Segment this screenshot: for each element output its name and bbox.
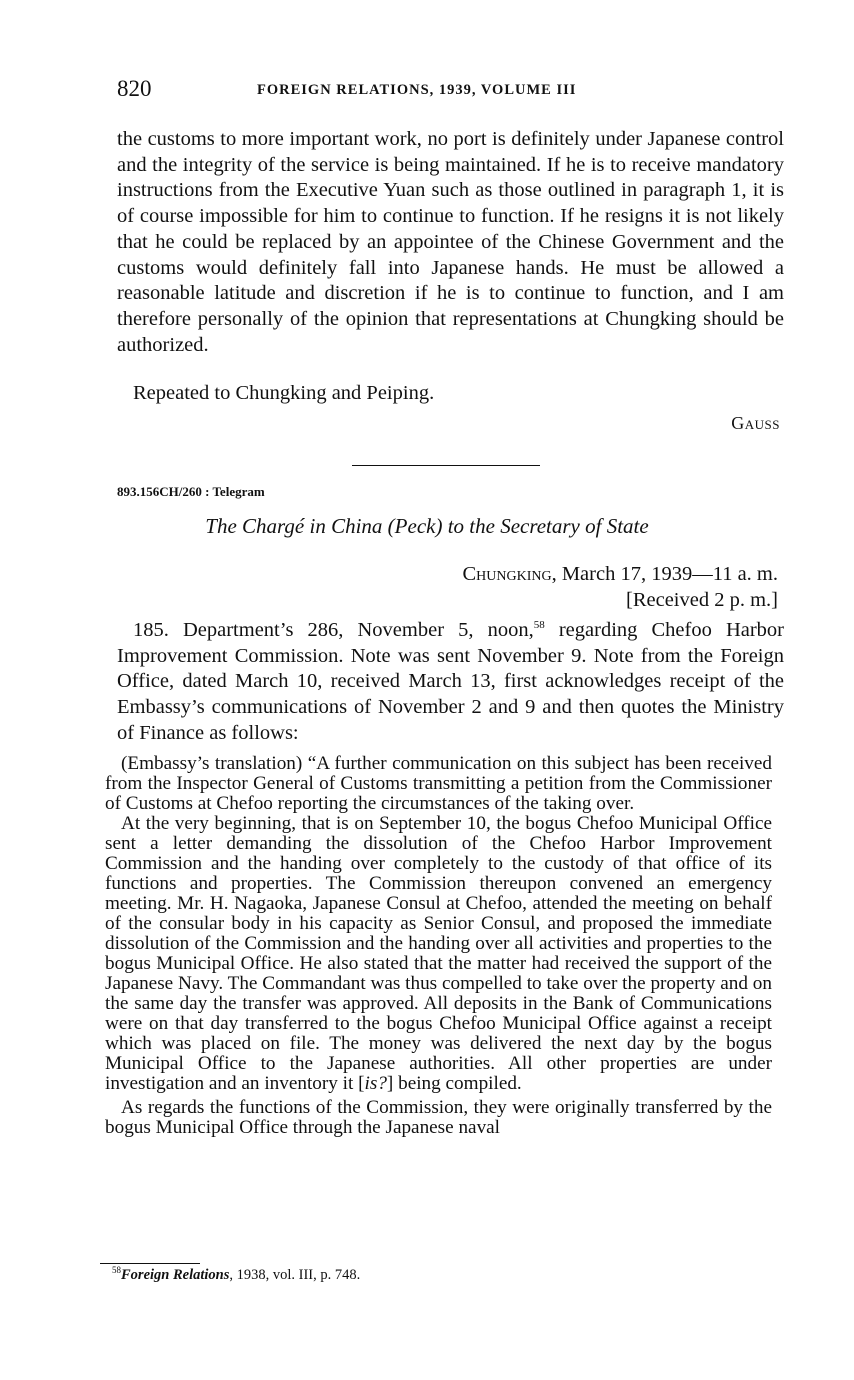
dateline-received: [Received 2 p. m.] [626,589,778,611]
sic-annotation: is? [364,1073,387,1094]
intro-text-a: 185. Department’s 286, November 5, noon, [133,619,534,641]
quote-paragraph-1: (Embassy’s translation) “A further communication on this subject has been received from the Inspector General of Customs transmitting a petition from the Commissioner of Customs at Chefoo reporting the circumstances of the taking over. [105,753,772,814]
dateline [462,561,778,613]
previous-document-body [117,127,784,358]
telegram-intro [117,618,784,747]
quote-2-text-b: ] being compiled. [386,1073,522,1094]
dateline-date: , March 17, 1939—11 a. m. [551,563,778,585]
quote-2-text-a: At the very beginning, that is on September 10, the bogus Chefoo Municipal Office sent a letter demanding the dissolution of the Chefoo Harbor Improvement Commission and the handing over completely to the custody of that office of its functions and properties. The Commission thereupon convened an emergency meeting. Mr. H. Nagaoka, Japanese Consul at Chefoo, attended the meeting on behalf of the consular body in his capacity as Senior Consul, and proposed the immediate dissolution of the Commission and the handing over all activities and properties to the bogus Municipal Office. He also stated that the matter had received the support of the Japanese Navy. The Commandant was thus compelled to take over the property and on the same day the transfer was approved. All deposits in the Bank of Communications were on that day transferred to the bogus Chefoo Municipal Office against a receipt which was placed on file. The money was delivered the next day by the bogus Municipal Office to the Japanese authorities. All other properties are under investigation and an inventory it [ [105,813,772,1094]
dateline-sent [462,561,778,587]
quoted-translation [105,754,772,1138]
running-head-title: FOREIGN RELATIONS, 1939, VOLUME III [257,82,577,98]
repeated-note: Repeated to Chungking and Peiping. [133,382,435,404]
footnote [112,1265,360,1284]
running-head [117,76,677,106]
dateline-place: Chungking [462,563,552,585]
page-number: 820 [117,76,152,101]
footnote-source: Foreign Relations [121,1266,230,1283]
quote-paragraph-2 [105,814,772,1094]
file-reference: 893.156CH/260 : Telegram [117,484,265,499]
document-title: The Chargé in China (Peck) to the Secretary of State [205,514,649,538]
signature: Gauss [731,413,780,433]
previous-document-paragraph: the customs to more important work, no port is definitely under Japanese control and the integrity of the service is being maintained. If he is to receive mandatory instructions from the Executive Yuan such as those outlined in paragraph 1, it is of course impossible for him to continue to function. If he resigns it is not likely that he could be replaced by an appointee of the Chinese Government and the customs would definitely fall into Japanese hands. He must be allowed a reasonable latitude and discretion if he is to continue to function, and I am therefore personally of the opinion that representations at Chungking should be authorized. [117,128,784,356]
section-divider [352,465,540,466]
footnote-divider [100,1263,200,1264]
intro-text-b: regarding Chefoo Harbor Improvement Commission. Note was sent November 9. Note from the Foreign Office, dated March 10, received March 13, first acknowledges receipt of the Embassy’s communications of November 2 and 9 and then quotes the Ministry of Finance as follows: [117,619,784,744]
quote-paragraph-3: As regards the functions of the Commission, they were originally transferred by the bogus Municipal Office through the Japanese naval [105,1097,772,1138]
footnote-citation: , 1938, vol. III, p. 748. [229,1266,361,1283]
telegram-intro-paragraph [117,618,784,747]
footnote-mark: 58 [112,1265,121,1275]
footnote-reference: 58 [533,619,545,632]
